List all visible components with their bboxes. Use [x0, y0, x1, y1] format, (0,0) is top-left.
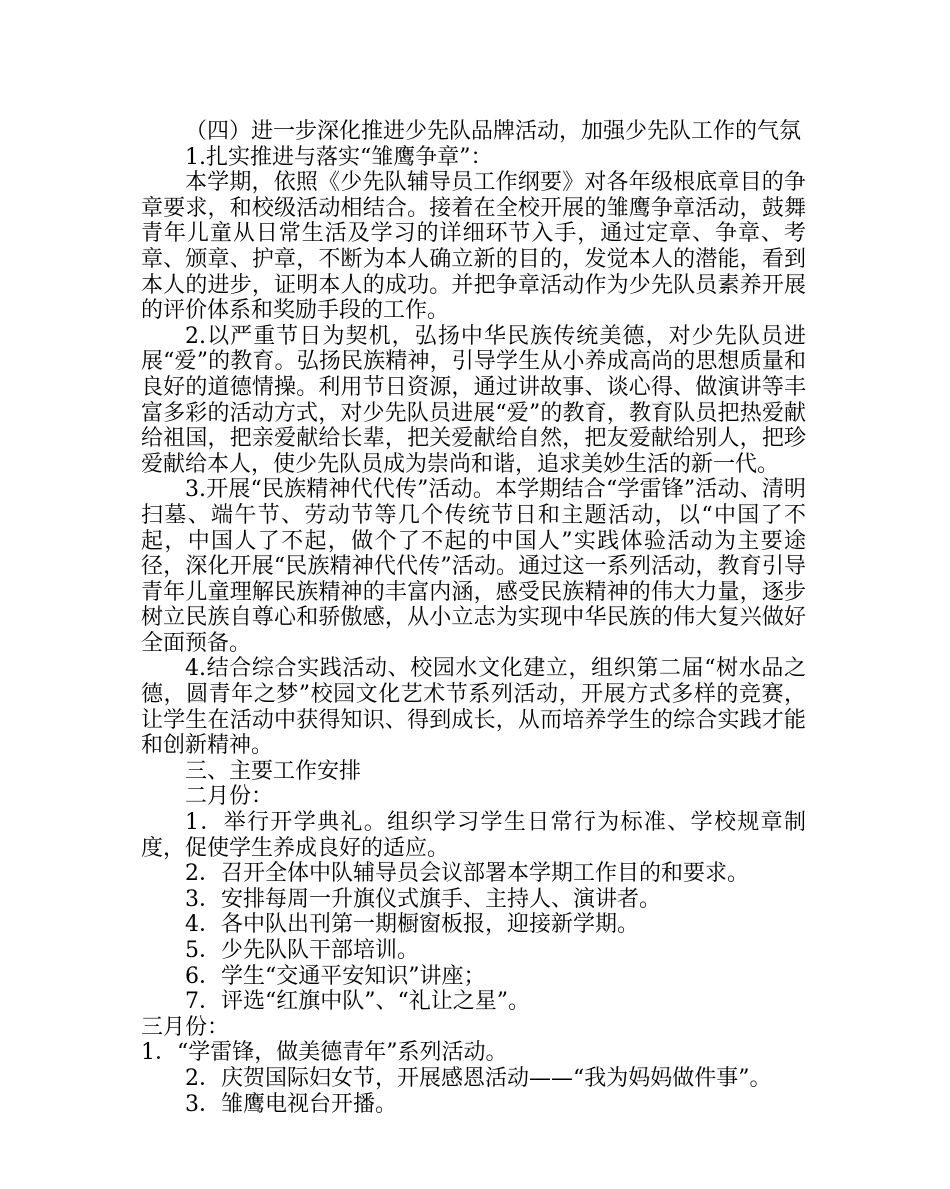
list-item: 7．评选“红旗中队”、“礼让之星”。: [185, 989, 530, 1015]
body-paragraph: 4.结合综合实践活动、校园水文化建立，组织第二届“树水品之德，圆青年之梦”校园文化艺术节系列活动，开展方式多样的竞赛，让学生在活动中获得知识、得到成长，从而培养学生的综合实践才能和创新精神。: [141, 656, 806, 759]
month-heading: 三月份：: [141, 1014, 230, 1040]
list-item: 5．少先队队干部培训。: [185, 938, 419, 963]
list-item: 2．庆贺国际妇女节，开展感恩活动——“我为妈妈做件事”。: [185, 1065, 772, 1091]
body-paragraph: 2.以严重节日为契机，弘扬中华民族传统美德，对少先队员进展“爱”的教育。弘扬民族精神，引导学生从小养成高尚的思想质量和良好的道德情操。利用节日资源，通过讲故事、谈心得、做演讲等丰富多彩的活动方式，对少先队员进展“爱”的教育，教育队员把热爱献给祖国，把亲爱献给长辈，把关爱献给自然，把友爱献给别人，把珍爱献给本人，使少先队员成为崇尚和谐，追求美妙生活的新一代。: [141, 323, 806, 477]
document-page: [141, 119, 806, 1117]
body-paragraph: 本学期，依照《少先队辅导员工作纲要》对各年级根底章目的争章要求，和校级活动相结合。接着在全校开展的雏鹰争章活动，鼓舞青年儿童从日常生活及学习的详细环节入手，通过定章、争章、考章、颁章、护章，不断为本人确立新的目的，发觉本人的潜能，看到本人的进步，证明本人的成功。并把争章活动作为少先队员素养开展的评价体系和奖励手段的工作。: [141, 170, 806, 324]
list-item: 1．举行开学典礼。组织学习学生日常行为标准、学校规章制度，促使学生养成良好的适应。: [141, 810, 806, 861]
list-item: 1．“学雷锋，做美德青年”系列活动。: [141, 1040, 508, 1066]
list-item: 2．召开全体中队辅导员会议部署本学期工作目的和要求。: [185, 861, 749, 887]
subsection-heading: 1.扎实推进与落实“雏鹰争章”：: [185, 144, 493, 170]
list-item: 3．安排每周一升旗仪式旗手、主持人、演讲者。: [185, 886, 661, 912]
body-paragraph: 3.开展“民族精神代代传”活动。本学期结合“学雷锋”活动、清明扫墓、端午节、劳动节等几个传统节日和主题活动，以“中国了不起，中国人了不起，做个了不起的中国人”实践体验活动为主要途径，深化开展“民族精神代代传”活动。通过这一系列活动，教育引导青年儿童理解民族精神的丰富内涵，感受民族精神的伟大力量，逐步树立民族自尊心和骄傲感，从小立志为实现中华民族的伟大复兴做好全面预备。: [141, 477, 806, 656]
list-item: 3．雏鹰电视台开播。: [185, 1091, 397, 1117]
section-heading: 三、主要工作安排: [185, 758, 362, 784]
list-item: 4．各中队出刊第一期橱窗板报，迎接新学期。: [185, 912, 639, 938]
month-heading: 二月份：: [185, 784, 274, 810]
list-item: 6．学生“交通平安知识”讲座；: [185, 963, 486, 989]
section-heading: （四）进一步深化推进少先队品牌活动，加强少先队工作的气氛: [185, 119, 802, 144]
